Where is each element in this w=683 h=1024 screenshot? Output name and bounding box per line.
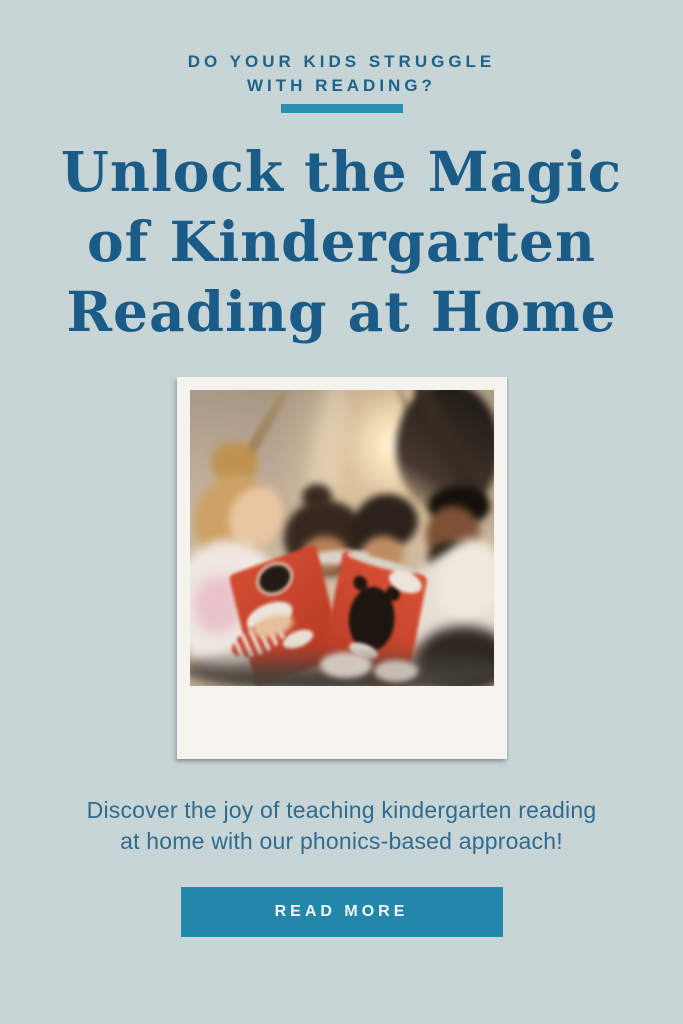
description-line-1: Discover the joy of teaching kindergarten reading [86,797,597,823]
headline-line-2: of Kindergarten [86,209,597,274]
fuzzy-slipper [320,652,372,678]
fuzzy-slipper [374,660,418,682]
accent-divider-bar [281,104,403,113]
description-line-2: at home with our phonics-based approach! [120,828,563,854]
headline-line-1: Unlock the Magic [60,139,623,204]
eyebrow-line-1: DO YOUR KIDS STRUGGLE [187,52,496,71]
book-illustration-owl [256,561,293,597]
headline-line-3: Reading at Home [66,279,617,344]
polaroid-frame [177,377,507,759]
description-text [87,795,597,857]
read-more-button[interactable]: READ MORE [181,887,503,937]
eyebrow-line-2: WITH READING? [247,76,436,95]
eyebrow-text [188,50,496,98]
girl1-hair-bun [302,484,332,510]
family-reading-photo [190,390,494,686]
page-title [61,137,622,347]
